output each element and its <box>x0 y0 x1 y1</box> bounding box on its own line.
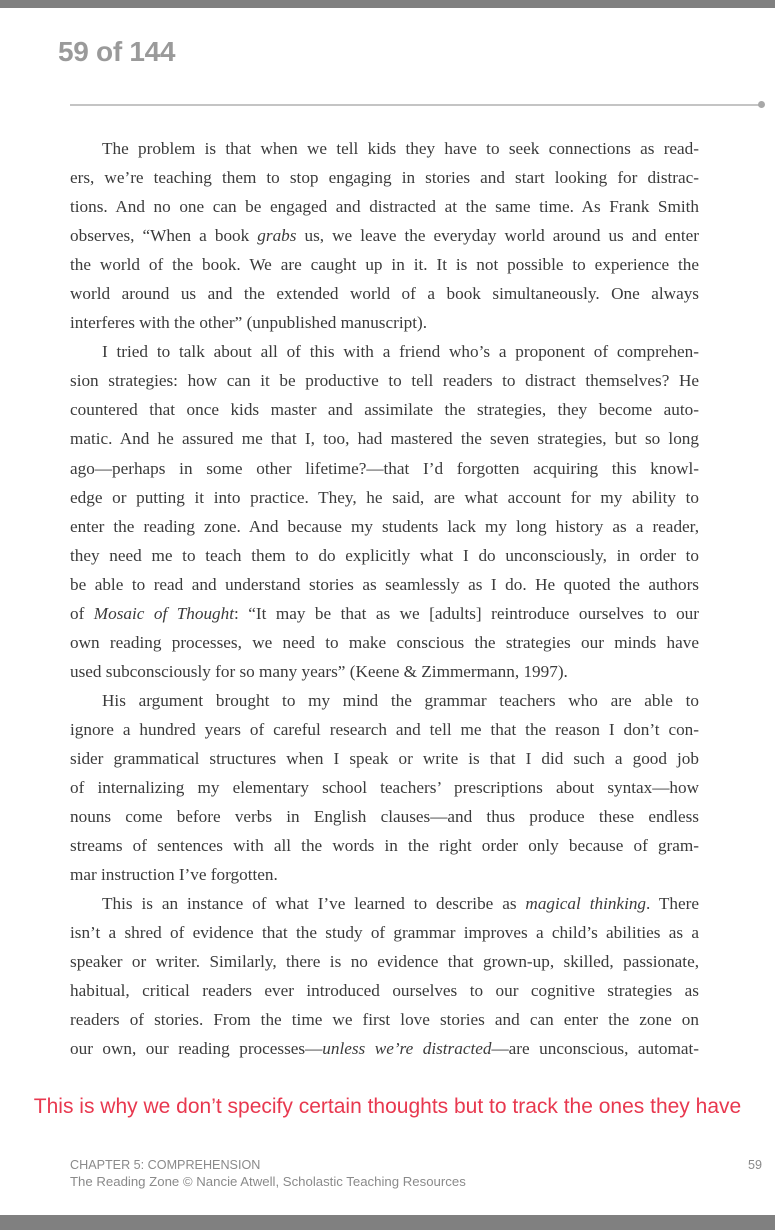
text-run: streams of sentences with all the words in the right order only because of gram- <box>70 836 699 856</box>
text-run: ignore a hundred years of careful research and tell me that the reason I don’t con- <box>70 719 699 739</box>
text-run: mar instruction I’ve forgotten. <box>70 865 278 885</box>
text-run: edge or putting it into practice. They, he said, are what account for my ability to <box>70 487 699 507</box>
text-line <box>70 134 699 163</box>
text-line <box>70 802 699 831</box>
text-line <box>70 279 699 308</box>
text-line <box>70 860 699 889</box>
text-line <box>70 192 699 221</box>
text-run: sion strategies: how can it be productive to tell readers to distract themselves? He <box>70 371 699 391</box>
text-run: The problem is that when we tell kids they have to seek connections as read- <box>102 139 699 158</box>
text-line <box>70 1034 699 1063</box>
text-run: ago—perhaps in some other lifetime?—that I’d forgotten acquiring this knowl- <box>70 458 699 478</box>
page-counter: 59 of 144 <box>58 36 176 67</box>
text-run: interferes with the other” (unpublished manuscript). <box>70 313 428 333</box>
text-run: world around us and the extended world of a book simultaneously. One always <box>70 284 699 304</box>
text-line <box>70 337 699 366</box>
text-run: countered that once kids master and assimilate the strategies, they become auto- <box>70 400 699 420</box>
text-line <box>70 976 699 1005</box>
text-line <box>70 599 699 628</box>
footer-page-number: 59 <box>748 1158 763 1172</box>
text-line <box>70 831 699 860</box>
text-line <box>70 947 699 976</box>
text-run: own reading processes, we need to make conscious the strategies our minds have <box>70 632 699 652</box>
paragraph <box>70 337 699 686</box>
text-line <box>70 221 699 250</box>
text-run: This is an instance of what I’ve learned to describe as <box>102 894 526 914</box>
handwritten-annotation: This is why we don’t specify certain thoughts but to track the ones they have <box>33 1095 742 1118</box>
book-page-body <box>70 134 699 1064</box>
text-run: . There <box>646 894 699 914</box>
text-line <box>70 628 699 657</box>
text-run: speaker or writer. Similarly, there is no evidence that grown-up, skilled, passionate, <box>70 952 699 972</box>
text-line <box>70 918 699 947</box>
text-run: enter the reading zone. And because my students lack my long history as a reader, <box>70 516 699 536</box>
text-run: us, we leave the everyday world around us and enter <box>296 226 699 246</box>
text-line <box>70 424 699 453</box>
text-line <box>70 715 699 744</box>
italic-text: grabs <box>257 226 297 246</box>
text-run: the world of the book. We are caught up in it. It is not possible to experience the <box>70 255 699 275</box>
text-line <box>70 308 699 337</box>
text-line <box>70 454 699 483</box>
text-line <box>70 250 699 279</box>
page-progress-slider[interactable] <box>70 104 762 106</box>
italic-text: Mosaic of Thought <box>93 603 235 623</box>
text-run: habitual, critical readers ever introduced ourselves to our cognitive strategies as <box>70 981 699 1001</box>
text-run: nouns come before verbs in English clauses—and thus produce these endless <box>70 807 699 827</box>
text-run: used subconsciously for so many years” (Keene & Zimmermann, 1997). <box>70 661 568 681</box>
paragraph <box>70 134 699 337</box>
bottom-chrome-bar <box>0 1215 775 1230</box>
text-run: they need me to teach them to do explicitly what I do unconsciously, in order to <box>70 545 699 565</box>
italic-text: magical thinking <box>525 894 647 914</box>
text-line <box>70 889 699 918</box>
text-line <box>70 395 699 424</box>
text-line <box>70 773 699 802</box>
text-run: of internalizing my elementary school teachers’ prescriptions about syntax—how <box>70 778 699 798</box>
paragraph <box>70 686 699 889</box>
page-progress-thumb[interactable] <box>758 101 765 108</box>
text-run: I tried to talk about all of this with a friend who’s a proponent of comprehen- <box>102 342 699 362</box>
text-run: ers, we’re teaching them to stop engaging in stories and start looking for distrac- <box>70 168 699 188</box>
paragraph <box>70 889 699 1063</box>
text-run: isn’t a shred of evidence that the study of grammar improves a child’s abilities as a <box>70 923 699 943</box>
text-run: matic. And he assured me that I, too, had mastered the seven strategies, but so long <box>70 429 699 449</box>
text-run: of <box>70 603 94 623</box>
text-line <box>70 657 699 686</box>
footer-chapter-title: CHAPTER 5: COMPREHENSION <box>70 1158 261 1172</box>
text-line <box>70 483 699 512</box>
text-line <box>70 570 699 599</box>
text-line <box>70 366 699 395</box>
text-run: His argument brought to my mind the grammar teachers who are able to <box>102 690 699 710</box>
text-run: be able to read and understand stories as seamlessly as I do. He quoted the authors <box>70 574 699 594</box>
text-line <box>70 686 699 715</box>
footer-credit: The Reading Zone © Nancie Atwell, Scholastic Teaching Resources <box>70 1174 466 1189</box>
text-line <box>70 512 699 541</box>
text-run: readers of stories. From the time we first love stories and can enter the zone on <box>70 1010 699 1030</box>
text-line <box>70 744 699 773</box>
text-run: sider grammatical structures when I speak or write is that I did such a good job <box>70 748 699 768</box>
text-run: tions. And no one can be engaged and distracted at the same time. As Frank Smith <box>70 197 699 217</box>
text-run: observes, “When a book <box>70 226 258 246</box>
italic-text: unless we’re distracted <box>322 1039 492 1059</box>
text-line <box>70 1005 699 1034</box>
text-run: : “It may be that as we [adults] reintroduce ourselves to our <box>234 603 699 623</box>
text-line <box>70 163 699 192</box>
text-run: our own, our reading processes— <box>70 1039 323 1059</box>
text-run: —are unconscious, automat- <box>491 1039 699 1059</box>
text-line <box>70 541 699 570</box>
top-chrome-bar <box>0 0 775 8</box>
